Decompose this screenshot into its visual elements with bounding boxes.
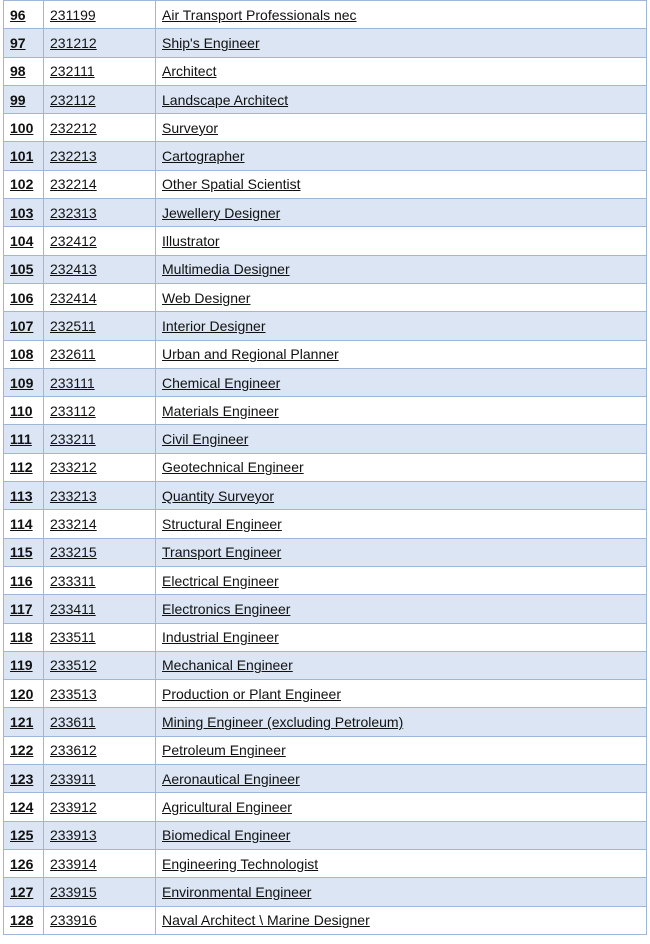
row-number-link[interactable]: 121 <box>4 708 44 736</box>
occupation-code-link[interactable]: 233211 <box>44 425 156 453</box>
occupation-code-link[interactable]: 233213 <box>44 482 156 510</box>
row-number-link[interactable]: 126 <box>4 849 44 877</box>
table-row <box>4 312 647 340</box>
table-row <box>4 199 647 227</box>
occupation-name-link[interactable]: Other Spatial Scientist <box>156 170 647 198</box>
occupation-name-link[interactable]: Transport Engineer <box>156 538 647 566</box>
occupation-code-link[interactable]: 232511 <box>44 312 156 340</box>
occupation-code-link[interactable]: 233214 <box>44 510 156 538</box>
occupation-code-link[interactable]: 232412 <box>44 227 156 255</box>
table-row <box>4 765 647 793</box>
row-number-link[interactable]: 113 <box>4 482 44 510</box>
row-number-link[interactable]: 119 <box>4 651 44 679</box>
occupation-code-link[interactable]: 233112 <box>44 397 156 425</box>
occupation-name-link[interactable]: Petroleum Engineer <box>156 736 647 764</box>
table-row <box>4 482 647 510</box>
table-row <box>4 255 647 283</box>
occupation-code-link[interactable]: 232611 <box>44 340 156 368</box>
occupation-code-link[interactable]: 231199 <box>44 1 156 29</box>
row-number-link[interactable]: 111 <box>4 425 44 453</box>
row-number-link[interactable]: 98 <box>4 57 44 85</box>
occupation-name-link[interactable]: Urban and Regional Planner <box>156 340 647 368</box>
row-number-link[interactable]: 110 <box>4 397 44 425</box>
occupation-code-link[interactable]: 233212 <box>44 453 156 481</box>
row-number-link[interactable]: 114 <box>4 510 44 538</box>
table-row <box>4 170 647 198</box>
table-row <box>4 29 647 57</box>
occupation-code-link[interactable]: 233215 <box>44 538 156 566</box>
occupation-code-link[interactable]: 232313 <box>44 199 156 227</box>
occupation-name-link[interactable]: Geotechnical Engineer <box>156 453 647 481</box>
occupation-name-link[interactable]: Landscape Architect <box>156 85 647 113</box>
row-number-link[interactable]: 99 <box>4 85 44 113</box>
occupation-name-link[interactable]: Electronics Engineer <box>156 595 647 623</box>
occupation-name-link[interactable]: Web Designer <box>156 283 647 311</box>
row-number-link[interactable]: 125 <box>4 821 44 849</box>
row-number-link[interactable]: 118 <box>4 623 44 651</box>
row-number-link[interactable]: 128 <box>4 906 44 934</box>
row-number-link[interactable]: 105 <box>4 255 44 283</box>
occupation-table-body <box>4 1 647 935</box>
row-number-link[interactable]: 116 <box>4 566 44 594</box>
row-number-link[interactable]: 117 <box>4 595 44 623</box>
row-number-link[interactable]: 96 <box>4 1 44 29</box>
occupation-code-link[interactable]: 233311 <box>44 566 156 594</box>
table-row <box>4 114 647 142</box>
occupation-code-link[interactable]: 232111 <box>44 57 156 85</box>
row-number-link[interactable]: 122 <box>4 736 44 764</box>
occupation-code-link[interactable]: 233111 <box>44 368 156 396</box>
table-row <box>4 1 647 29</box>
occupation-name-link[interactable]: Cartographer <box>156 142 647 170</box>
table-row <box>4 340 647 368</box>
occupation-code-link[interactable]: 233915 <box>44 878 156 906</box>
table-row <box>4 368 647 396</box>
occupation-code-link[interactable]: 233913 <box>44 821 156 849</box>
occupation-name-link[interactable]: Jewellery Designer <box>156 199 647 227</box>
row-number-link[interactable]: 106 <box>4 283 44 311</box>
row-number-link[interactable]: 123 <box>4 765 44 793</box>
occupation-name-link[interactable]: Quantity Surveyor <box>156 482 647 510</box>
table-row <box>4 283 647 311</box>
table-row <box>4 708 647 736</box>
occupation-name-link[interactable]: Illustrator <box>156 227 647 255</box>
occupation-code-link[interactable]: 233513 <box>44 680 156 708</box>
row-number-link[interactable]: 127 <box>4 878 44 906</box>
table-row <box>4 680 647 708</box>
occupation-code-link[interactable]: 232214 <box>44 170 156 198</box>
occupation-code-link[interactable]: 232414 <box>44 283 156 311</box>
table-row <box>4 821 647 849</box>
row-number-link[interactable]: 124 <box>4 793 44 821</box>
table-row <box>4 57 647 85</box>
occupation-code-link[interactable]: 231212 <box>44 29 156 57</box>
table-row <box>4 793 647 821</box>
table-row <box>4 736 647 764</box>
occupation-name-link[interactable]: Biomedical Engineer <box>156 821 647 849</box>
occupation-code-link[interactable]: 233911 <box>44 765 156 793</box>
occupation-name-link[interactable]: Environmental Engineer <box>156 878 647 906</box>
occupation-code-link[interactable]: 233612 <box>44 736 156 764</box>
occupation-name-link[interactable]: Civil Engineer <box>156 425 647 453</box>
occupation-code-link[interactable]: 233511 <box>44 623 156 651</box>
occupation-name-link[interactable]: Industrial Engineer <box>156 623 647 651</box>
table-row <box>4 878 647 906</box>
occupation-name-link[interactable]: Mechanical Engineer <box>156 651 647 679</box>
occupation-code-link[interactable]: 232413 <box>44 255 156 283</box>
occupation-name-link[interactable]: Structural Engineer <box>156 510 647 538</box>
row-number-link[interactable]: 120 <box>4 680 44 708</box>
table-row <box>4 510 647 538</box>
occupation-code-link[interactable]: 233916 <box>44 906 156 934</box>
occupation-name-link[interactable]: Air Transport Professionals nec <box>156 1 647 29</box>
occupation-code-link[interactable]: 233512 <box>44 651 156 679</box>
occupation-code-link[interactable]: 233611 <box>44 708 156 736</box>
occupation-code-link[interactable]: 232112 <box>44 85 156 113</box>
table-row <box>4 425 647 453</box>
row-number-link[interactable]: 103 <box>4 199 44 227</box>
occupation-name-link[interactable]: Electrical Engineer <box>156 566 647 594</box>
row-number-link[interactable]: 108 <box>4 340 44 368</box>
row-number-link[interactable]: 115 <box>4 538 44 566</box>
table-row <box>4 397 647 425</box>
table-row <box>4 85 647 113</box>
occupation-code-link[interactable]: 232212 <box>44 114 156 142</box>
occupation-name-link[interactable]: Materials Engineer <box>156 397 647 425</box>
occupation-name-link[interactable]: Engineering Technologist <box>156 849 647 877</box>
table-row <box>4 651 647 679</box>
row-number-link[interactable]: 100 <box>4 114 44 142</box>
occupation-name-link[interactable]: Architect <box>156 57 647 85</box>
table-row <box>4 538 647 566</box>
table-row <box>4 595 647 623</box>
row-number-link[interactable]: 109 <box>4 368 44 396</box>
occupation-name-link[interactable]: Agricultural Engineer <box>156 793 647 821</box>
occupation-code-link[interactable]: 233411 <box>44 595 156 623</box>
row-number-link[interactable]: 107 <box>4 312 44 340</box>
table-row <box>4 623 647 651</box>
occupation-code-link[interactable]: 232213 <box>44 142 156 170</box>
row-number-link[interactable]: 101 <box>4 142 44 170</box>
table-row <box>4 566 647 594</box>
table-row <box>4 849 647 877</box>
occupation-name-link[interactable]: Mining Engineer (excluding Petroleum) <box>156 708 647 736</box>
occupation-name-link[interactable]: Aeronautical Engineer <box>156 765 647 793</box>
table-row <box>4 906 647 934</box>
occupation-name-link[interactable]: Multimedia Designer <box>156 255 647 283</box>
occupation-name-link[interactable]: Naval Architect \ Marine Designer <box>156 906 647 934</box>
occupation-name-link[interactable]: Ship's Engineer <box>156 29 647 57</box>
table-row <box>4 227 647 255</box>
row-number-link[interactable]: 104 <box>4 227 44 255</box>
row-number-link[interactable]: 112 <box>4 453 44 481</box>
row-number-link[interactable]: 97 <box>4 29 44 57</box>
occupation-name-link[interactable]: Production or Plant Engineer <box>156 680 647 708</box>
occupation-code-link[interactable]: 233912 <box>44 793 156 821</box>
occupation-name-link[interactable]: Interior Designer <box>156 312 647 340</box>
occupation-code-link[interactable]: 233914 <box>44 849 156 877</box>
row-number-link[interactable]: 102 <box>4 170 44 198</box>
occupation-table <box>3 0 647 935</box>
occupation-name-link[interactable]: Surveyor <box>156 114 647 142</box>
table-row <box>4 142 647 170</box>
occupation-name-link[interactable]: Chemical Engineer <box>156 368 647 396</box>
table-row <box>4 453 647 481</box>
